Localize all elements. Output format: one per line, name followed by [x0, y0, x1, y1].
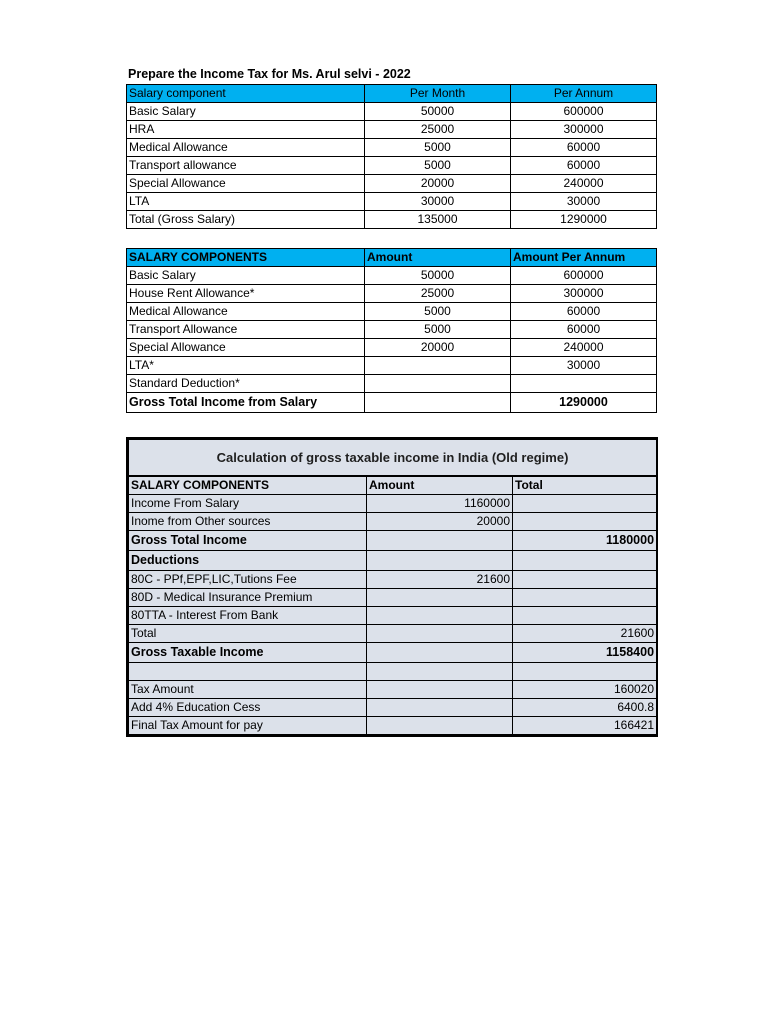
table-row	[127, 375, 657, 393]
table-cell: 5000	[365, 157, 511, 175]
table-row	[127, 139, 657, 157]
header-cell: Amount	[365, 249, 511, 267]
table-row	[127, 339, 657, 357]
table-cell: 30000	[365, 193, 511, 211]
table-cell: 20000	[365, 175, 511, 193]
table-cell: Transport allowance	[127, 157, 365, 175]
table-row	[127, 357, 657, 375]
table-cell	[367, 643, 513, 663]
table-caption: Calculation of gross taxable income in India (Old regime)	[129, 440, 657, 477]
table-cell: 300000	[511, 121, 657, 139]
table-cell: Gross Total Income	[129, 531, 367, 551]
table-cell	[513, 513, 657, 531]
table-row	[129, 551, 657, 571]
table-cell	[367, 699, 513, 717]
table-cell	[367, 589, 513, 607]
table-cell: LTA*	[127, 357, 365, 375]
table-cell	[129, 663, 367, 681]
table-cell	[365, 393, 511, 413]
table-row	[127, 121, 657, 139]
document-title: Prepare the Income Tax for Ms. Arul selvi - 2022	[128, 67, 411, 81]
table-row	[129, 607, 657, 625]
header-cell: Amount Per Annum	[511, 249, 657, 267]
table-cell	[511, 375, 657, 393]
table-row	[129, 663, 657, 681]
table-cell: 20000	[365, 339, 511, 357]
table-cell	[365, 375, 511, 393]
table-row	[127, 285, 657, 303]
header-cell: Salary component	[127, 85, 365, 103]
table-cell: 5000	[365, 303, 511, 321]
table-row	[129, 513, 657, 531]
table-cell: 1160000	[367, 495, 513, 513]
table-cell	[367, 531, 513, 551]
table-cell: Gross Total Income from Salary	[127, 393, 365, 413]
table-cell: 30000	[511, 357, 657, 375]
table-row	[127, 303, 657, 321]
table-cell: 1158400	[513, 643, 657, 663]
table-cell: 240000	[511, 339, 657, 357]
table-cell: Gross Taxable Income	[129, 643, 367, 663]
table-row	[127, 157, 657, 175]
table-cell	[513, 589, 657, 607]
table-row	[127, 193, 657, 211]
table-cell: Medical Allowance	[127, 303, 365, 321]
table-row	[129, 531, 657, 551]
table-row	[127, 321, 657, 339]
table-cell: 600000	[511, 103, 657, 121]
table-cell: 6400.8	[513, 699, 657, 717]
table-cell: HRA	[127, 121, 365, 139]
header-cell: Per Annum	[511, 85, 657, 103]
table-cell: 1290000	[511, 211, 657, 229]
table-cell: 5000	[365, 321, 511, 339]
table-cell	[365, 357, 511, 375]
table-cell: Add 4% Education Cess	[129, 699, 367, 717]
table-cell: 50000	[365, 267, 511, 285]
table-row	[129, 589, 657, 607]
table-cell: 135000	[365, 211, 511, 229]
table-cell: 60000	[511, 321, 657, 339]
table-cell: 1180000	[513, 531, 657, 551]
table-cell: 60000	[511, 303, 657, 321]
table-cell: Inome from Other sources	[129, 513, 367, 531]
table-cell: 25000	[365, 285, 511, 303]
table-header-row	[127, 85, 657, 103]
header-cell: SALARY COMPONENTS	[129, 476, 367, 495]
table-cell: 20000	[367, 513, 513, 531]
table-cell: 1290000	[511, 393, 657, 413]
table-cell	[513, 571, 657, 589]
header-cell: SALARY COMPONENTS	[127, 249, 365, 267]
table-cell	[513, 495, 657, 513]
table-row	[127, 211, 657, 229]
table-cell: 60000	[511, 157, 657, 175]
table-header-row	[129, 476, 657, 495]
table-cell	[367, 607, 513, 625]
table-cell: 21600	[513, 625, 657, 643]
table-cell: House Rent Allowance*	[127, 285, 365, 303]
table-cell: 300000	[511, 285, 657, 303]
table-cell: Special Allowance	[127, 339, 365, 357]
gross-total-row	[127, 393, 657, 413]
table-cell: Transport Allowance	[127, 321, 365, 339]
table-cell: 80D - Medical Insurance Premium	[129, 589, 367, 607]
table-cell: Special Allowance	[127, 175, 365, 193]
table-cell	[513, 663, 657, 681]
table-cell: 160020	[513, 681, 657, 699]
table-cell: 5000	[365, 139, 511, 157]
table-row	[127, 103, 657, 121]
header-cell: Amount	[367, 476, 513, 495]
table-cell: Basic Salary	[127, 103, 365, 121]
table-cell: Medical Allowance	[127, 139, 365, 157]
table-cell: 240000	[511, 175, 657, 193]
table-cell: 30000	[511, 193, 657, 211]
table-cell	[367, 625, 513, 643]
table-cell: Tax Amount	[129, 681, 367, 699]
salary-component-table	[126, 84, 656, 229]
table-row	[129, 717, 657, 735]
header-cell: Total	[513, 476, 657, 495]
table-cell: Total	[129, 625, 367, 643]
table-cell: Basic Salary	[127, 267, 365, 285]
table-cell: 60000	[511, 139, 657, 157]
table-cell: Final Tax Amount for pay	[129, 717, 367, 735]
table-caption-row	[129, 440, 657, 477]
table-row	[129, 681, 657, 699]
table-cell: Standard Deduction*	[127, 375, 365, 393]
table-cell: 50000	[365, 103, 511, 121]
table-cell	[367, 681, 513, 699]
table-cell: 166421	[513, 717, 657, 735]
table-row	[127, 267, 657, 285]
table-cell	[367, 551, 513, 571]
table-row	[129, 495, 657, 513]
table-row	[129, 643, 657, 663]
table-cell: 80C - PPf,EPF,LIC,Tutions Fee	[129, 571, 367, 589]
header-cell: Per Month	[365, 85, 511, 103]
table-cell: Deductions	[129, 551, 367, 571]
table-row	[127, 175, 657, 193]
table-cell	[513, 607, 657, 625]
salary-components-annual-table	[126, 248, 656, 413]
table-cell: Income From Salary	[129, 495, 367, 513]
table-row	[129, 699, 657, 717]
table-cell	[513, 551, 657, 571]
table-cell: 80TTA - Interest From Bank	[129, 607, 367, 625]
table-header-row	[127, 249, 657, 267]
table-cell: 25000	[365, 121, 511, 139]
table-cell: LTA	[127, 193, 365, 211]
table-cell	[367, 663, 513, 681]
table-cell: Total (Gross Salary)	[127, 211, 365, 229]
table-cell: 600000	[511, 267, 657, 285]
table-row	[129, 625, 657, 643]
table-row	[129, 571, 657, 589]
gross-taxable-income-table	[126, 437, 658, 737]
table-cell: 21600	[367, 571, 513, 589]
table-cell	[367, 717, 513, 735]
